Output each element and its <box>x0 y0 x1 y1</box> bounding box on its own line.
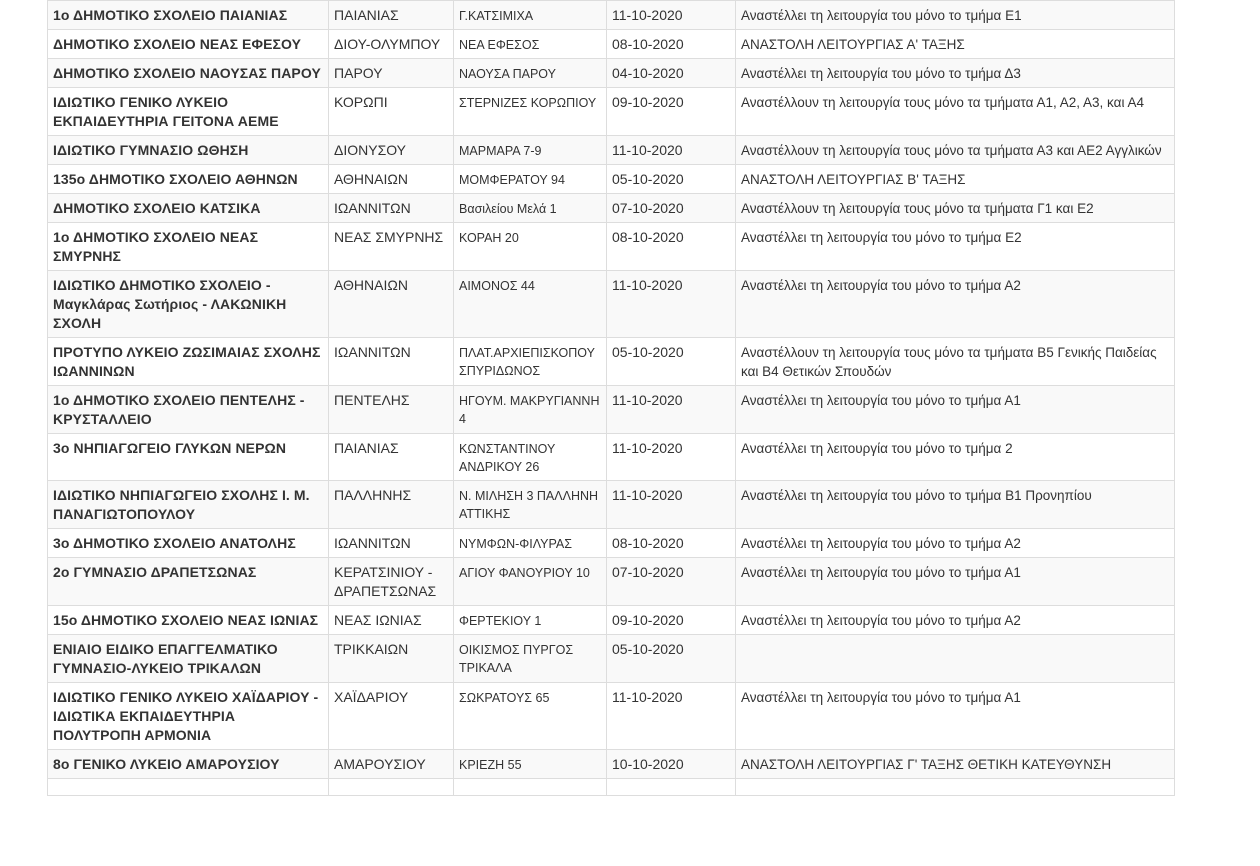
note-cell: ΑΝΑΣΤΟΛΗ ΛΕΙΤΟΥΡΓΙΑΣ Β' ΤΑΞΗΣ <box>736 165 1175 194</box>
empty-cell <box>607 779 736 796</box>
table-row <box>48 750 1175 779</box>
school-name-cell: 8ο ΓΕΝΙΚΟ ΛΥΚΕΙΟ ΑΜΑΡΟΥΣΙΟΥ <box>48 750 329 779</box>
note-cell: Αναστέλλει τη λειτουργία του μόνο το τμήμα Α2 <box>736 271 1175 338</box>
note-cell: Αναστέλλει τη λειτουργία του μόνο το τμήμα Α1 <box>736 558 1175 606</box>
address-cell: ΑΓΙΟΥ ΦΑΝΟΥΡΙΟΥ 10 <box>454 558 607 606</box>
date-cell: 05-10-2020 <box>607 338 736 386</box>
table-row <box>48 136 1175 165</box>
municipality-cell: ΠΑΙΑΝΙΑΣ <box>329 1 454 30</box>
school-name-cell: 1ο ΔΗΜΟΤΙΚΟ ΣΧΟΛΕΙΟ ΠΕΝΤΕΛΗΣ - ΚΡΥΣΤΑΛΛΕΙΟ <box>48 386 329 434</box>
table-row <box>48 59 1175 88</box>
table-row <box>48 386 1175 434</box>
municipality-cell: ΙΩΑΝΝΙΤΩΝ <box>329 529 454 558</box>
school-name-cell: 1ο ΔΗΜΟΤΙΚΟ ΣΧΟΛΕΙΟ ΠΑΙΑΝΙΑΣ <box>48 1 329 30</box>
address-cell: ΣΩΚΡΑΤΟΥΣ 65 <box>454 683 607 750</box>
municipality-cell: ΑΜΑΡΟΥΣΙΟΥ <box>329 750 454 779</box>
address-cell: ΗΓΟΥΜ. ΜΑΚΡΥΓΙΑΝΝΗ 4 <box>454 386 607 434</box>
municipality-cell: ΠΕΝΤΕΛΗΣ <box>329 386 454 434</box>
note-cell: Αναστέλλουν τη λειτουργία τους μόνο τα τμήματα Α3 και ΑΕ2 Αγγλικών <box>736 136 1175 165</box>
table-row <box>48 1 1175 30</box>
date-cell: 04-10-2020 <box>607 59 736 88</box>
municipality-cell: ΠΑΡΟΥ <box>329 59 454 88</box>
date-cell: 07-10-2020 <box>607 194 736 223</box>
address-cell: ΟΙΚΙΣΜΟΣ ΠΥΡΓΟΣ ΤΡΙΚΑΛΑ <box>454 635 607 683</box>
municipality-cell: ΙΩΑΝΝΙΤΩΝ <box>329 194 454 223</box>
note-cell: Αναστέλλουν τη λειτουργία τους μόνο τα τμήματα Γ1 και Ε2 <box>736 194 1175 223</box>
table-row <box>48 434 1175 481</box>
address-cell: Βασιλείου Μελά 1 <box>454 194 607 223</box>
municipality-cell: ΑΘΗΝΑΙΩΝ <box>329 165 454 194</box>
note-cell: Αναστέλλει τη λειτουργία του μόνο το τμήμα Α1 <box>736 683 1175 750</box>
municipality-cell: ΔΙΟΝΥΣΟΥ <box>329 136 454 165</box>
note-cell: Αναστέλλει τη λειτουργία του μόνο το τμήμα Α2 <box>736 606 1175 635</box>
address-cell: ΚΡΙΕΖΗ 55 <box>454 750 607 779</box>
date-cell: 05-10-2020 <box>607 635 736 683</box>
address-cell: Γ.ΚΑΤΣΙΜΙΧΑ <box>454 1 607 30</box>
table-row <box>48 338 1175 386</box>
date-cell: 11-10-2020 <box>607 434 736 481</box>
date-cell: 11-10-2020 <box>607 683 736 750</box>
date-cell: 09-10-2020 <box>607 606 736 635</box>
table-row <box>48 683 1175 750</box>
address-cell: ΜΑΡΜΑΡΑ 7-9 <box>454 136 607 165</box>
note-cell: ΑΝΑΣΤΟΛΗ ΛΕΙΤΟΥΡΓΙΑΣ Γ' ΤΑΞΗΣ ΘΕΤΙΚΗ ΚΑΤΕΥΘΥΝΣΗ <box>736 750 1175 779</box>
date-cell: 11-10-2020 <box>607 386 736 434</box>
table-row <box>48 529 1175 558</box>
municipality-cell: ΠΑΙΑΝΙΑΣ <box>329 434 454 481</box>
note-cell: Αναστέλλει τη λειτουργία του μόνο το τμήμα 2 <box>736 434 1175 481</box>
school-name-cell: ΔΗΜΟΤΙΚΟ ΣΧΟΛΕΙΟ ΝΕΑΣ ΕΦΕΣΟΥ <box>48 30 329 59</box>
address-cell: ΝΕΑ ΕΦΕΣΟΣ <box>454 30 607 59</box>
date-cell: 11-10-2020 <box>607 271 736 338</box>
address-cell: ΦΕΡΤΕΚΙΟΥ 1 <box>454 606 607 635</box>
note-cell: Αναστέλλουν τη λειτουργία τους μόνο τα τμήματα Α1, Α2, Α3, και Α4 <box>736 88 1175 136</box>
table-row <box>48 635 1175 683</box>
note-cell: ΑΝΑΣΤΟΛΗ ΛΕΙΤΟΥΡΓΙΑΣ Α' ΤΑΞΗΣ <box>736 30 1175 59</box>
school-name-cell: ΙΔΙΩΤΙΚΟ ΓΥΜΝΑΣΙΟ ΩΘΗΣΗ <box>48 136 329 165</box>
school-name-cell: ΙΔΙΩΤΙΚΟ ΓΕΝΙΚΟ ΛΥΚΕΙΟ ΕΚΠΑΙΔΕΥΤΗΡΙΑ ΓΕΙΤΟΝΑ ΑΕΜΕ <box>48 88 329 136</box>
closures-table-container <box>47 0 1174 796</box>
date-cell: 11-10-2020 <box>607 136 736 165</box>
school-name-cell: 3ο ΔΗΜΟΤΙΚΟ ΣΧΟΛΕΙΟ ΑΝΑΤΟΛΗΣ <box>48 529 329 558</box>
address-cell: ΚΩΝΣΤΑΝΤΙΝΟΥ ΑΝΔΡΙΚΟΥ 26 <box>454 434 607 481</box>
municipality-cell: ΚΟΡΩΠΙ <box>329 88 454 136</box>
note-cell: Αναστέλλει τη λειτουργία του μόνο το τμήμα Β1 Προνηπίου <box>736 481 1175 529</box>
municipality-cell: ΠΑΛΛΗΝΗΣ <box>329 481 454 529</box>
table-row <box>48 223 1175 271</box>
municipality-cell: ΑΘΗΝΑΙΩΝ <box>329 271 454 338</box>
address-cell: ΚΟΡΑΗ 20 <box>454 223 607 271</box>
municipality-cell: ΧΑΪΔΑΡΙΟΥ <box>329 683 454 750</box>
municipality-cell: ΚΕΡΑΤΣΙΝΙΟΥ - ΔΡΑΠΕΤΣΩΝΑΣ <box>329 558 454 606</box>
table-row <box>48 481 1175 529</box>
address-cell: ΝΑΟΥΣΑ ΠΑΡΟΥ <box>454 59 607 88</box>
address-cell: ΠΛΑΤ.ΑΡΧΙΕΠΙΣΚΟΠΟΥ ΣΠΥΡΙΔΩΝΟΣ <box>454 338 607 386</box>
school-name-cell: ΕΝΙΑΙΟ ΕΙΔΙΚΟ ΕΠΑΓΓΕΛΜΑΤΙΚΟ ΓΥΜΝΑΣΙΟ-ΛΥΚΕΙΟ ΤΡΙΚΑΛΩΝ <box>48 635 329 683</box>
address-cell: Ν. ΜΙΛΗΣΗ 3 ΠΑΛΛΗΝΗ ΑΤΤΙΚΗΣ <box>454 481 607 529</box>
school-name-cell: ΙΔΙΩΤΙΚΟ ΓΕΝΙΚΟ ΛΥΚΕΙΟ ΧΑΪΔΑΡΙΟΥ - ΙΔΙΩΤΙΚΑ ΕΚΠΑΙΔΕΥΤΗΡΙΑ ΠΟΛΥΤΡΟΠΗ ΑΡΜΟΝΙΑ <box>48 683 329 750</box>
date-cell: 09-10-2020 <box>607 88 736 136</box>
table-row-partial <box>48 779 1175 796</box>
empty-cell <box>454 779 607 796</box>
municipality-cell: ΔΙΟΥ-ΟΛΥΜΠΟΥ <box>329 30 454 59</box>
school-name-cell: ΠΡΟΤΥΠΟ ΛΥΚΕΙΟ ΖΩΣΙΜΑΙΑΣ ΣΧΟΛΗΣ ΙΩΑΝΝΙΝΩΝ <box>48 338 329 386</box>
note-cell: Αναστέλλει τη λειτουργία του μόνο το τμήμα Ε1 <box>736 1 1175 30</box>
municipality-cell: ΝΕΑΣ ΣΜΥΡΝΗΣ <box>329 223 454 271</box>
date-cell: 05-10-2020 <box>607 165 736 194</box>
date-cell: 08-10-2020 <box>607 30 736 59</box>
table-row <box>48 165 1175 194</box>
empty-cell <box>329 779 454 796</box>
school-name-cell: ΙΔΙΩΤΙΚΟ ΔΗΜΟΤΙΚΟ ΣΧΟΛΕΙΟ - Μαγκλάρας Σωτήριος - ΛΑΚΩΝΙΚΗ ΣΧΟΛΗ <box>48 271 329 338</box>
school-name-cell: 3ο ΝΗΠΙΑΓΩΓΕΙΟ ΓΛΥΚΩΝ ΝΕΡΩΝ <box>48 434 329 481</box>
school-name-cell: 1ο ΔΗΜΟΤΙΚΟ ΣΧΟΛΕΙΟ ΝΕΑΣ ΣΜΥΡΝΗΣ <box>48 223 329 271</box>
note-cell: Αναστέλλει τη λειτουργία του μόνο το τμήμα Α2 <box>736 529 1175 558</box>
table-row <box>48 271 1175 338</box>
table-row <box>48 88 1175 136</box>
address-cell: ΜΟΜΦΕΡΑΤΟΥ 94 <box>454 165 607 194</box>
municipality-cell: ΝΕΑΣ ΙΩΝΙΑΣ <box>329 606 454 635</box>
school-name-cell: 135ο ΔΗΜΟΤΙΚΟ ΣΧΟΛΕΙΟ ΑΘΗΝΩΝ <box>48 165 329 194</box>
date-cell: 11-10-2020 <box>607 481 736 529</box>
date-cell: 08-10-2020 <box>607 223 736 271</box>
date-cell: 10-10-2020 <box>607 750 736 779</box>
empty-cell <box>48 779 329 796</box>
school-name-cell: 15ο ΔΗΜΟΤΙΚΟ ΣΧΟΛΕΙΟ ΝΕΑΣ ΙΩΝΙΑΣ <box>48 606 329 635</box>
table-body <box>48 1 1175 796</box>
date-cell: 08-10-2020 <box>607 529 736 558</box>
note-cell: Αναστέλλει τη λειτουργία του μόνο το τμήμα Δ3 <box>736 59 1175 88</box>
address-cell: ΣΤΕΡΝΙΖΕΣ ΚΟΡΩΠΙΟΥ <box>454 88 607 136</box>
date-cell: 11-10-2020 <box>607 1 736 30</box>
school-name-cell: ΔΗΜΟΤΙΚΟ ΣΧΟΛΕΙΟ ΝΑΟΥΣΑΣ ΠΑΡΟΥ <box>48 59 329 88</box>
table-row <box>48 606 1175 635</box>
note-cell <box>736 635 1175 683</box>
municipality-cell: ΙΩΑΝΝΙΤΩΝ <box>329 338 454 386</box>
municipality-cell: ΤΡΙΚΚΑΙΩΝ <box>329 635 454 683</box>
school-name-cell: ΙΔΙΩΤΙΚΟ ΝΗΠΙΑΓΩΓΕΙΟ ΣΧΟΛΗΣ Ι. Μ. ΠΑΝΑΓΙΩΤΟΠΟΥΛΟΥ <box>48 481 329 529</box>
school-closures-table <box>47 0 1175 796</box>
address-cell: ΑΙΜΟΝΟΣ 44 <box>454 271 607 338</box>
date-cell: 07-10-2020 <box>607 558 736 606</box>
note-cell: Αναστέλλει τη λειτουργία του μόνο το τμήμα Α1 <box>736 386 1175 434</box>
school-name-cell: 2ο ΓΥΜΝΑΣΙΟ ΔΡΑΠΕΤΣΩΝΑΣ <box>48 558 329 606</box>
empty-cell <box>736 779 1175 796</box>
note-cell: Αναστέλλει τη λειτουργία του μόνο το τμήμα Ε2 <box>736 223 1175 271</box>
table-row <box>48 30 1175 59</box>
table-row <box>48 558 1175 606</box>
note-cell: Αναστέλλουν τη λειτουργία τους μόνο τα τμήματα Β5 Γενικής Παιδείας και Β4 Θετικών Σπουδών <box>736 338 1175 386</box>
table-row <box>48 194 1175 223</box>
address-cell: ΝΥΜΦΩΝ-ΦΙΛΥΡΑΣ <box>454 529 607 558</box>
school-name-cell: ΔΗΜΟΤΙΚΟ ΣΧΟΛΕΙΟ ΚΑΤΣΙΚΑ <box>48 194 329 223</box>
